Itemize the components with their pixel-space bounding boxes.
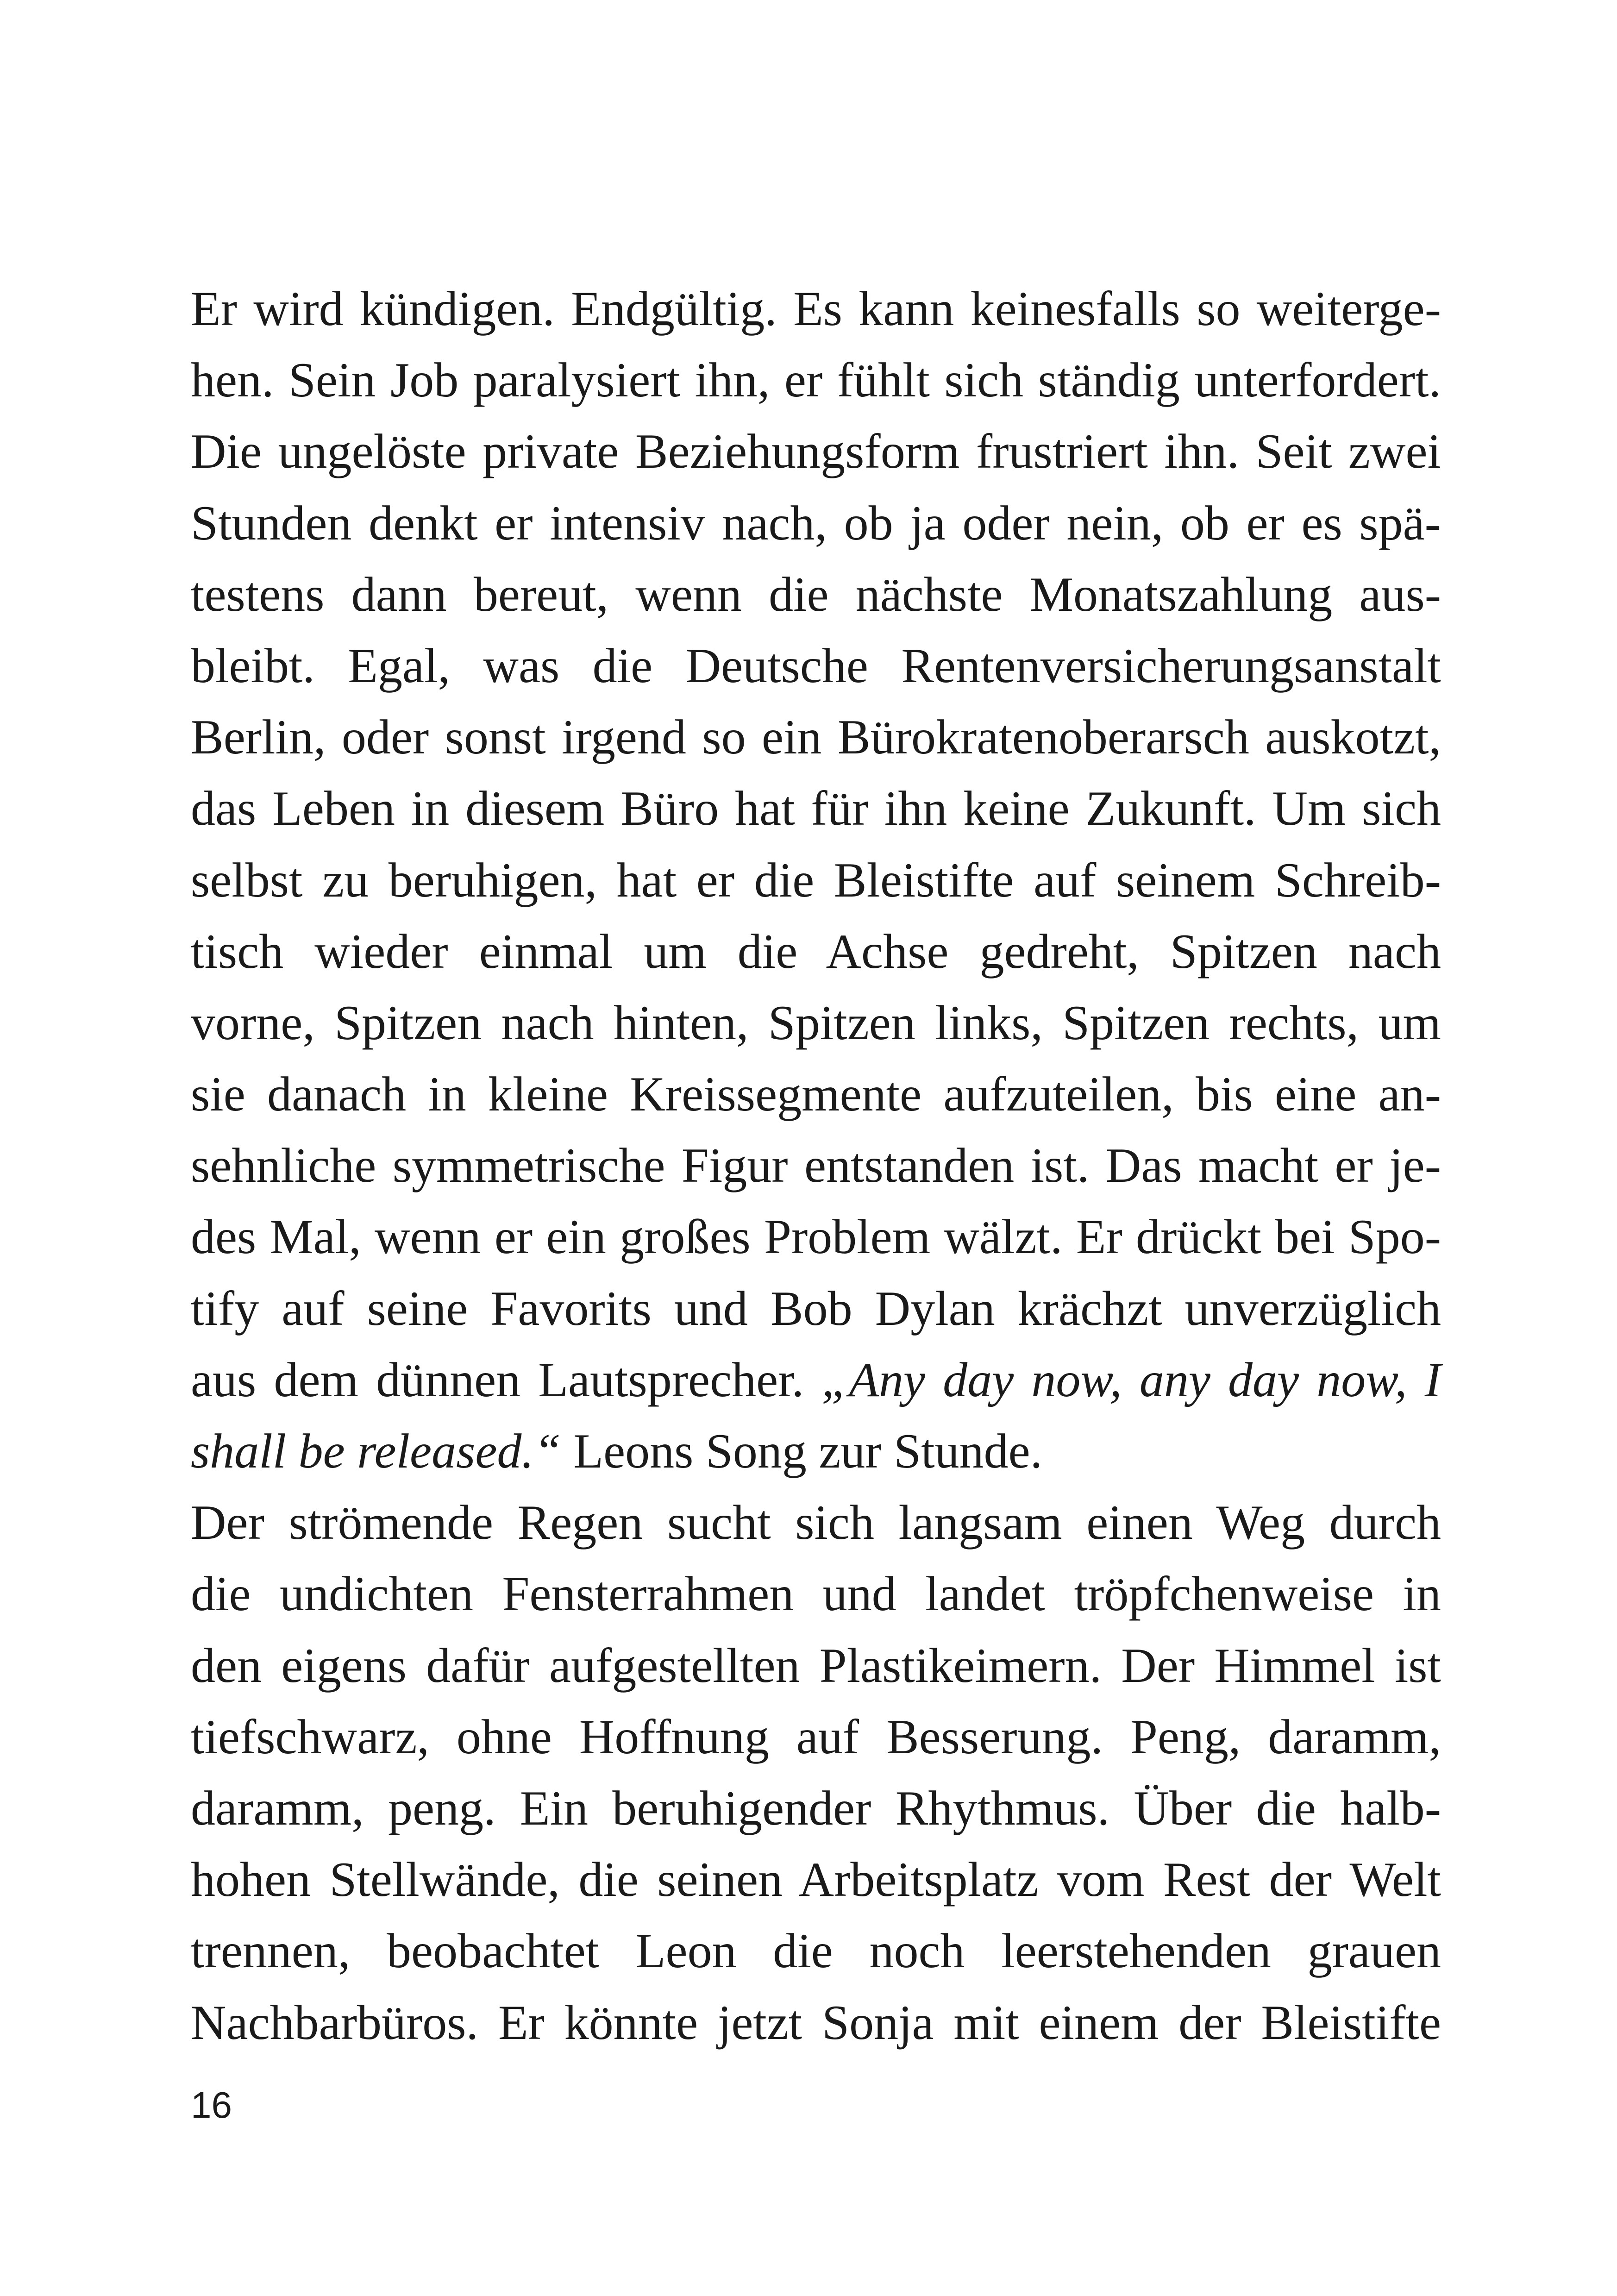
text-line xyxy=(191,1273,1441,1344)
body-text xyxy=(191,273,1441,2058)
text-run: das Leben in diesem Büro hat für ihn keine Zukunft. Um sich xyxy=(191,781,1441,836)
text-run: sehnliche symmetrische Figur entstanden ist. Das macht er je- xyxy=(191,1138,1441,1193)
paragraph xyxy=(191,273,1441,1487)
text-line xyxy=(191,1915,1441,1987)
text-line xyxy=(191,273,1441,345)
text-run: die undichten Fensterrahmen und landet tröpfchenweise in xyxy=(191,1567,1441,1621)
text-run: sie danach in kleine Kreissegmente aufzuteilen, bis eine an- xyxy=(191,1067,1441,1122)
text-run: Stunden denkt er intensiv nach, ob ja oder nein, ob er es spä- xyxy=(191,496,1441,550)
text-run: aus dem dünnen Lautsprecher. xyxy=(191,1352,822,1407)
text-line xyxy=(191,1059,1441,1130)
text-line xyxy=(191,1201,1441,1273)
text-line xyxy=(191,987,1441,1059)
text-run: bleibt. Egal, was die Deutsche Rentenversicherungsanstalt xyxy=(191,638,1441,693)
text-line xyxy=(191,1558,1441,1630)
text-run: Nachbarbüros. Er könnte jetzt Sonja mit einem der Bleistifte xyxy=(191,1995,1441,2050)
text-line xyxy=(191,916,1441,987)
text-run: daramm, peng. Ein beruhigender Rhythmus. Über die halb- xyxy=(191,1781,1441,1835)
text-run: Leons Song zur Stunde. xyxy=(561,1424,1043,1478)
text-run: hen. Sein Job paralysiert ihn, er fühlt sich ständig unterfordert. xyxy=(191,353,1441,408)
text-run: tify auf seine Favorits und Bob Dylan krächzt unverzüglich xyxy=(191,1281,1441,1336)
text-line xyxy=(191,1344,1441,1416)
text-line xyxy=(191,1701,1441,1773)
text-line xyxy=(191,1130,1441,1201)
text-run: des Mal, wenn er ein großes Problem wälzt. Er drückt bei Spo- xyxy=(191,1210,1441,1264)
paragraph xyxy=(191,1487,1441,2058)
text-line xyxy=(191,1630,1441,1701)
text-line xyxy=(191,630,1441,702)
text-line xyxy=(191,559,1441,630)
text-line xyxy=(191,416,1441,487)
text-run: selbst zu beruhigen, hat er die Bleistifte auf seinem Schreib- xyxy=(191,853,1441,907)
italic-quote: shall be released.“ xyxy=(191,1424,561,1478)
text-line xyxy=(191,1487,1441,1558)
text-run: Die ungelöste private Beziehungsform frustriert ihn. Seit zwei xyxy=(191,424,1441,479)
text-line xyxy=(191,773,1441,844)
text-run: Er wird kündigen. Endgültig. Es kann keinesfalls so weiterge- xyxy=(191,282,1441,336)
text-run: den eigens dafür aufgestellten Plastikeimern. Der Himmel ist xyxy=(191,1638,1441,1693)
page-number: 16 xyxy=(191,2084,232,2126)
text-run: vorne, Spitzen nach hinten, Spitzen links, Spitzen rechts, um xyxy=(191,995,1441,1050)
text-run: tiefschwarz, ohne Hoffnung auf Besserung. Peng, daramm, xyxy=(191,1709,1441,1764)
text-line xyxy=(191,1416,1441,1487)
text-line xyxy=(191,1987,1441,2058)
text-line xyxy=(191,1773,1441,1844)
text-run: Der strömende Regen sucht sich langsam einen Weg durch xyxy=(191,1495,1441,1550)
text-line xyxy=(191,702,1441,773)
text-line xyxy=(191,345,1441,416)
text-run: hohen Stellwände, die seinen Arbeitsplatz vom Rest der Welt xyxy=(191,1852,1441,1907)
text-line xyxy=(191,488,1441,559)
italic-quote: „Any day now, any day now, I xyxy=(821,1352,1441,1407)
text-run: Berlin, oder sonst irgend so ein Bürokratenoberarsch auskotzt, xyxy=(191,710,1441,765)
text-run: trennen, beobachtet Leon die noch leerstehenden grauen xyxy=(191,1924,1441,1978)
text-line xyxy=(191,1844,1441,1915)
text-line xyxy=(191,845,1441,916)
text-run: tisch wieder einmal um die Achse gedreht, Spitzen nach xyxy=(191,924,1441,979)
text-run: testens dann bereut, wenn die nächste Monatszahlung aus- xyxy=(191,567,1441,621)
